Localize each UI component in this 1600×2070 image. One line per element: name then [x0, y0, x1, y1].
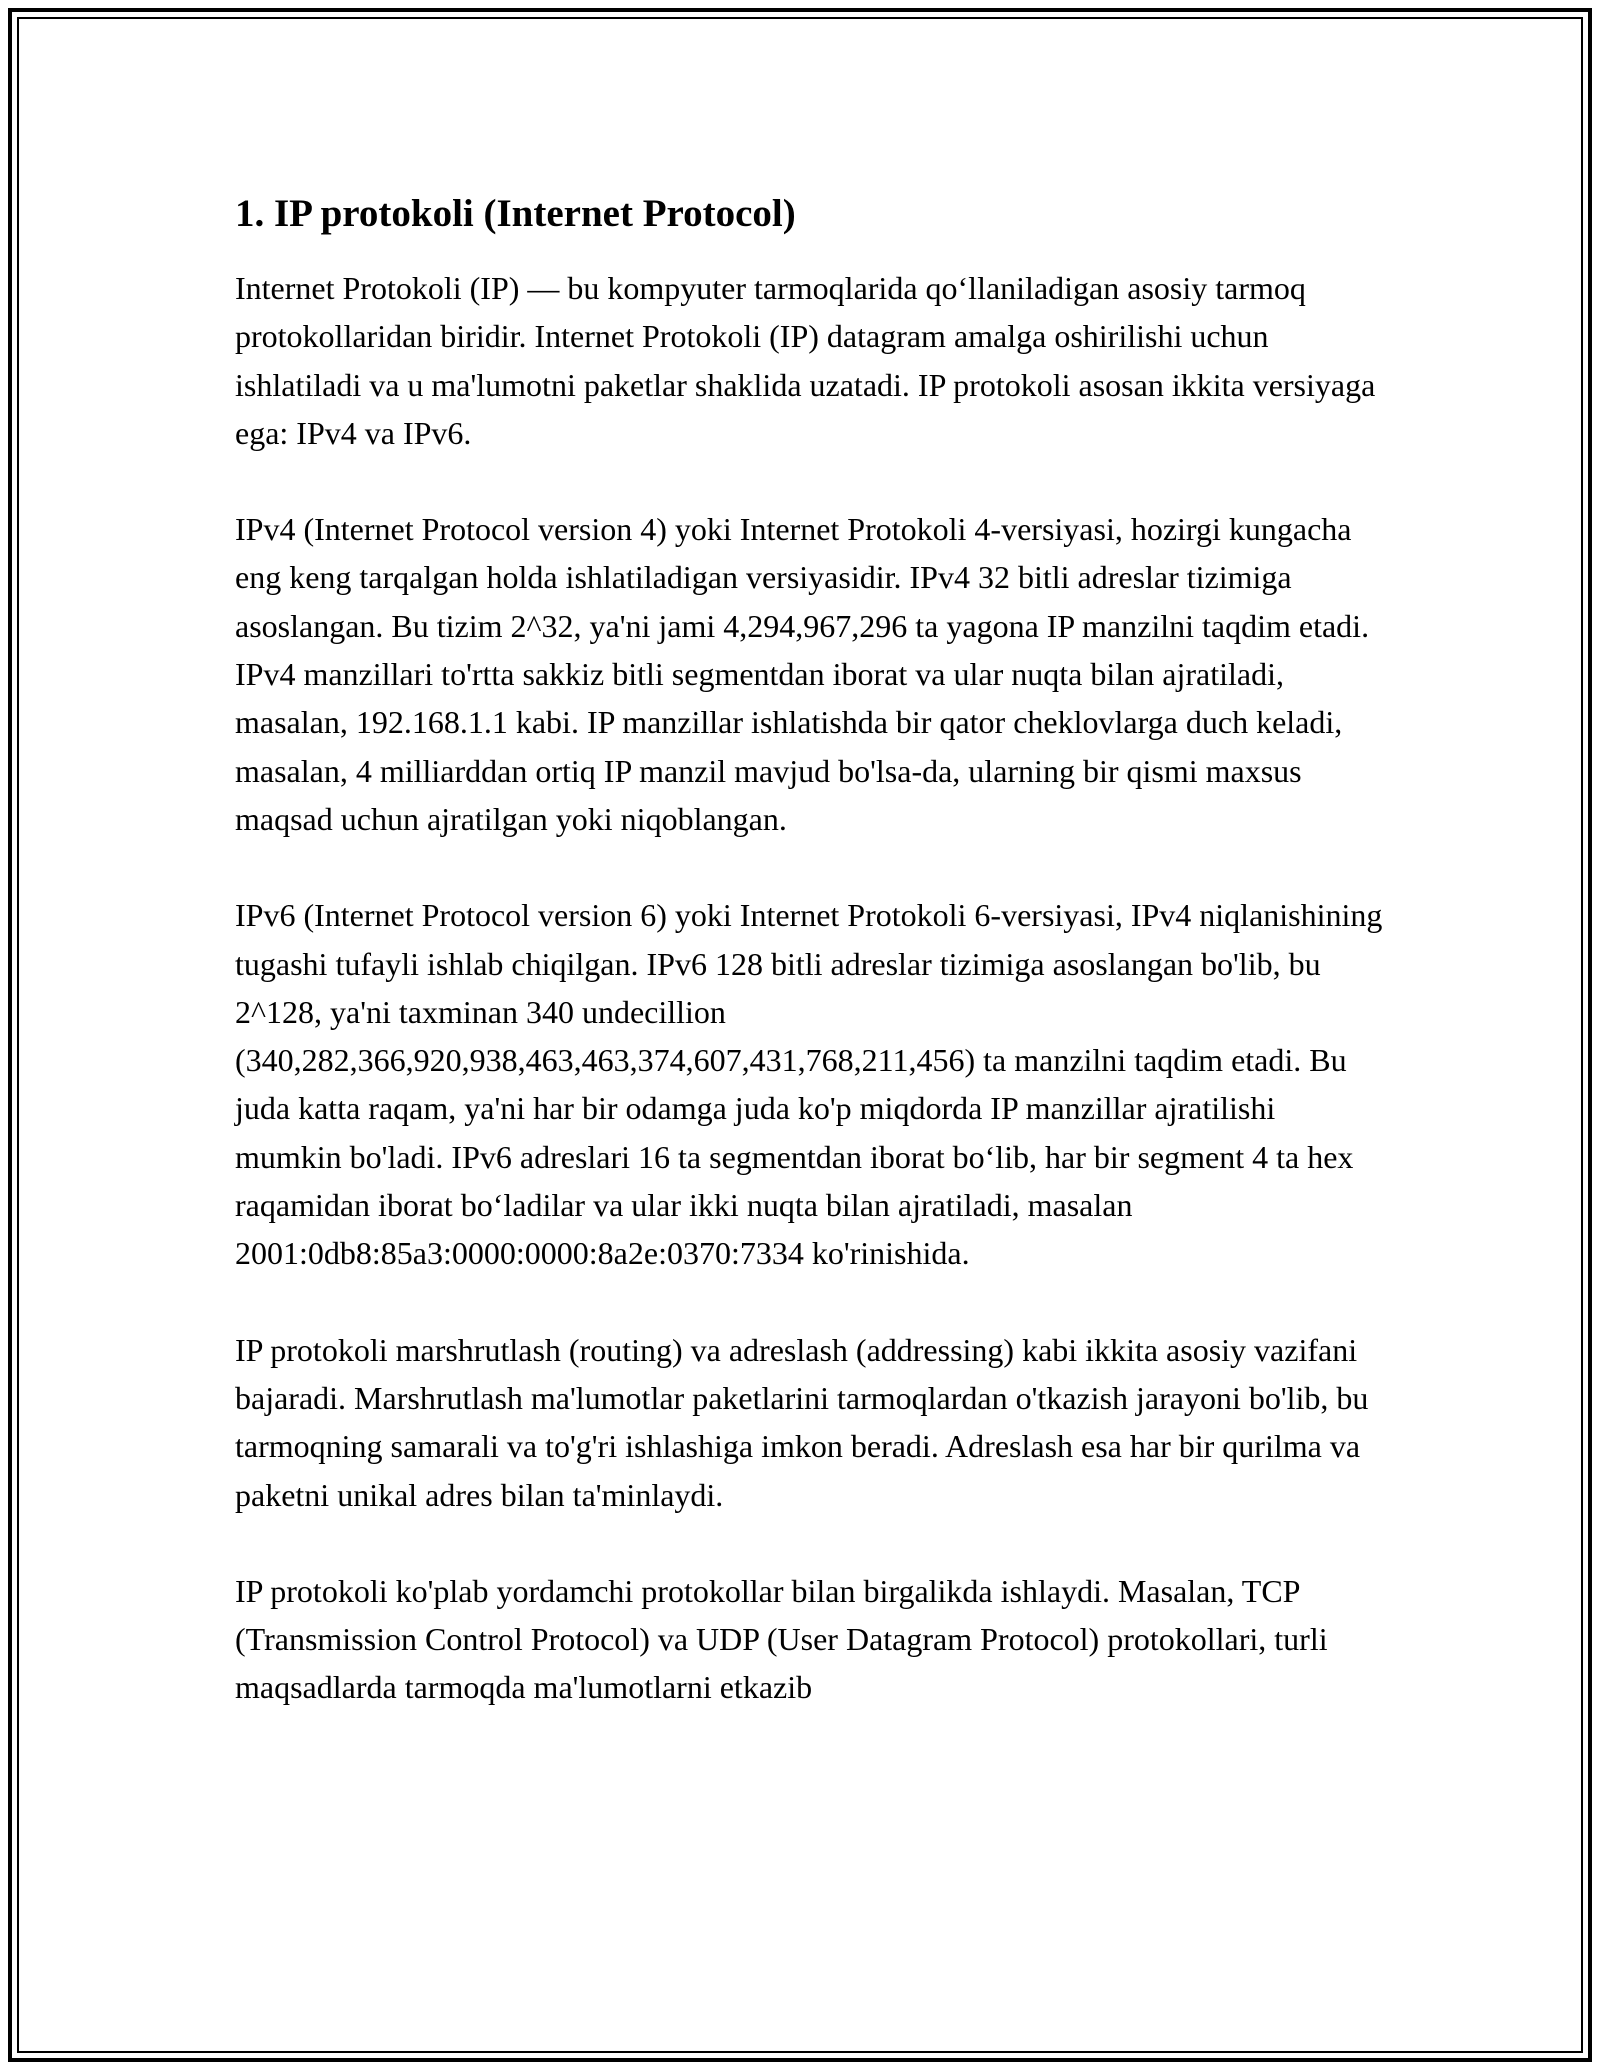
paragraph-helper-protocols: IP protokoli ko'plab yordamchi protokollar bilan birgalikda ishlaydi. Masalan, TCP (Transmission Control Protocol) va UDP (User Datagram Protocol) protokollari, turli maqsadlarda tarmoqda ma'lumotlarni etkazib — [235, 1572, 1328, 1706]
paragraph-ipv4: IPv4 (Internet Protocol version 4) yoki Internet Protokoli 4-versiyasi, hozirgi kungacha eng keng tarqalgan holda ishlatiladigan versiyasidir. IPv4 32 bitli adreslar tizimiga asoslangan. Bu tizim 2^32, ya'ni jami 4,294,967,296 ta yagona IP manzilni taqdim etadi. IPv4 manzillari to'rtta sakkiz bitli segmentdan iborat va ular nuqta bilan ajratiladi, masalan, 192.168.1.1 kabi. IP manzillar ishlatishda bir qator cheklovlarga duch keladi, masalan, 4 milliarddan ortiq IP manzil mavjud bo'lsa-da, ularning bir qismi maxsus maqsad uchun ajratilgan yoki niqoblangan. — [235, 511, 1370, 837]
paragraph-ip-intro: Internet Protokoli (IP) — bu kompyuter tarmoqlarida qo‘llaniladigan asosiy tarmoq protokollaridan biridir. Internet Protokoli (IP) datagram amalga oshirilishi uchun ishlatiladi va u ma'lumotni paketlar shaklida uzatadi. IP protokoli asosan ikkita versiyaga ega: IPv4 va IPv6. — [235, 270, 1376, 451]
paragraph-ipv6: IPv6 (Internet Protocol version 6) yoki Internet Protokoli 6-versiyasi, IPv4 niqlanishining tugashi tufayli ishlab chiqilgan. IPv6 128 bitli adreslar tizimiga asoslangan bo'lib, bu 2^128, ya'ni taxminan 340 undecillion (340,282,366,920,938,463,463,374,607,431,768,211,456) ta manzilni taqdim etadi. Bu juda katta raqam, ya'ni har bir odamga juda ko'p miqdorda IP manzillar ajratilishi mumkin bo'ladi. IPv6 adreslari 16 ta segmentdan iborat bo‘lib, har bir segment 4 ta hex raqamidan iborat bo‘ladilar va ular ikki nuqta bilan ajratiladi, masalan 2001:0db8:85a3:0000:0000:8a2e:0370:7334 ko'rinishida. — [235, 897, 1383, 1272]
section-heading: 1. IP protokoli (Internet Protocol) — [235, 192, 796, 235]
paragraph-routing-addressing: IP protokoli marshrutlash (routing) va adreslash (addressing) kabi ikkita asosiy vazifani bajaradi. Marshrutlash ma'lumotlar paketlarini tarmoqlardan o'tkazish jarayoni bo'lib, bu tarmoqning samarali va to'g'ri ishlashiga imkon beradi. Adreslash esa har bir qurilma va paketni unikal adres bilan ta'minlaydi. — [235, 1331, 1369, 1513]
document-body — [235, 186, 1385, 1760]
